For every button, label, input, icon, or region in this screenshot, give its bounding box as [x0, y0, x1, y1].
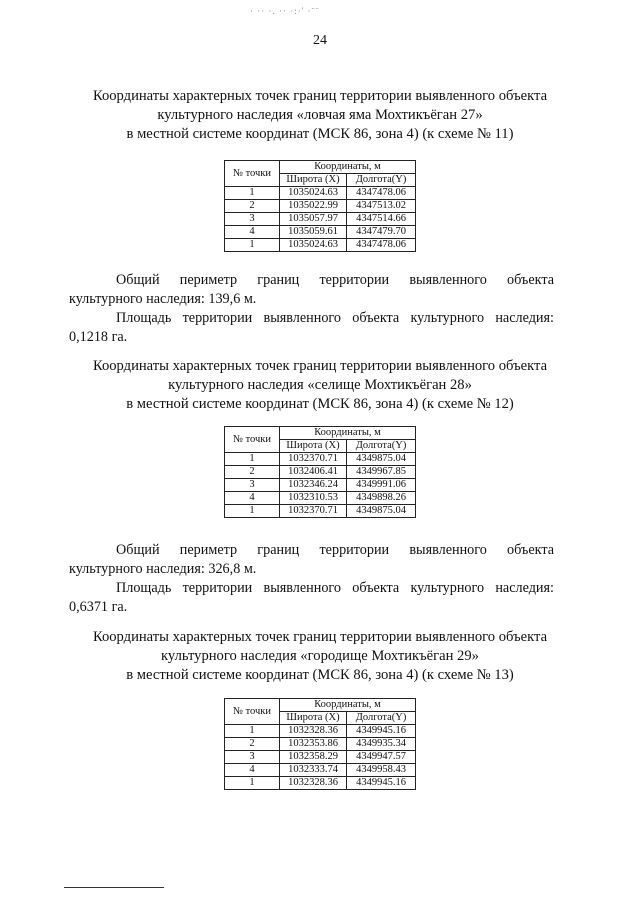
lon-cell: 4347478.06: [347, 239, 416, 252]
table-row: [225, 764, 416, 777]
point-cell: 2: [225, 738, 280, 751]
area-text: Площадь территории выявленного объекта культурного наследия:: [116, 310, 554, 326]
lon-cell: 4349967.85: [347, 466, 416, 479]
section-heading: [0, 357, 640, 414]
lat-cell: 1032370.71: [280, 453, 347, 466]
point-cell: 3: [225, 751, 280, 764]
heading-line: Координаты характерных точек границ территории выявленного объекта: [92, 629, 548, 645]
lat-cell: 1032358.29: [280, 751, 347, 764]
lon-cell: 4347514.66: [347, 213, 416, 226]
coords-table: [224, 426, 416, 518]
coords-table-2-wrap: [0, 426, 640, 518]
lat-cell: 1035022.99: [280, 200, 347, 213]
point-cell: 1: [225, 505, 280, 518]
table-row: [225, 725, 416, 738]
coords-table-1-wrap: [0, 160, 640, 252]
page-number: 24: [313, 33, 327, 48]
point-cell: 1: [225, 777, 280, 790]
lon-cell: 4349991.06: [347, 479, 416, 492]
point-cell: 3: [225, 213, 280, 226]
point-cell: 4: [225, 764, 280, 777]
lon-cell: 4349945.16: [347, 777, 416, 790]
col-point-header: № точки: [225, 427, 280, 453]
point-cell: 2: [225, 200, 280, 213]
section-3: [0, 628, 640, 685]
table-row: [225, 200, 416, 213]
point-cell: 3: [225, 479, 280, 492]
heading-line: в местной системе координат (МСК 86, зона 4) (к схеме № 11): [126, 126, 514, 142]
perimeter-text: Общий периметр границ территории выявленного объекта: [116, 272, 554, 288]
scan-artifact: · ·· ·. ·· ·:·' ·¨¨: [250, 6, 320, 16]
heading-line: Координаты характерных точек границ территории выявленного объекта: [92, 358, 548, 374]
lon-cell: 4347479.70: [347, 226, 416, 239]
lat-cell: 1032328.36: [280, 777, 347, 790]
col-coords-header: Координаты, м: [280, 699, 416, 712]
lat-cell: 1032406.41: [280, 466, 347, 479]
point-cell: 1: [225, 187, 280, 200]
heading-line: культурного наследия «ловчая яма Мохтикъёган 27»: [157, 107, 483, 123]
col-lat-header: Широта (X): [280, 712, 347, 725]
area-text: Площадь территории выявленного объекта культурного наследия:: [116, 580, 554, 596]
coords-table: [224, 698, 416, 790]
lon-cell: 4349935.34: [347, 738, 416, 751]
perimeter-text-end: культурного наследия: 326,8 м.: [69, 561, 257, 577]
col-lon-header: Долгота(Y): [347, 440, 416, 453]
lon-cell: 4349898.26: [347, 492, 416, 505]
coords-table-3-wrap: [0, 698, 640, 790]
table-row: [225, 466, 416, 479]
section-2: [0, 357, 640, 414]
lon-cell: 4349958.43: [347, 764, 416, 777]
section-heading: [0, 87, 640, 144]
lat-cell: 1032346.24: [280, 479, 347, 492]
lon-cell: 4349875.04: [347, 453, 416, 466]
coords-table: [224, 160, 416, 252]
lat-cell: 1032310.53: [280, 492, 347, 505]
table-row: [225, 777, 416, 790]
col-coords-header: Координаты, м: [280, 427, 416, 440]
lon-cell: 4347513.02: [347, 200, 416, 213]
section-heading: [0, 628, 640, 685]
area-text-end: 0,1218 га.: [69, 329, 128, 345]
lat-cell: 1032370.71: [280, 505, 347, 518]
col-point-header: № точки: [225, 161, 280, 187]
heading-line: Координаты характерных точек границ территории выявленного объекта: [92, 88, 548, 104]
table-row: [225, 187, 416, 200]
perimeter-text: Общий периметр границ территории выявленного объекта: [116, 542, 554, 558]
lon-cell: 4347478.06: [347, 187, 416, 200]
col-point-header: № точки: [225, 699, 280, 725]
heading-line: культурного наследия «городище Мохтикъёган 29»: [161, 648, 479, 664]
point-cell: 2: [225, 466, 280, 479]
heading-line: культурного наследия «селище Мохтикъёган 28»: [168, 377, 472, 393]
table-row: [225, 505, 416, 518]
col-coords-header: Координаты, м: [280, 161, 416, 174]
heading-line: в местной системе координат (МСК 86, зона 4) (к схеме № 13): [126, 667, 514, 683]
table-row: [225, 453, 416, 466]
table-row: [225, 213, 416, 226]
lat-cell: 1035059.61: [280, 226, 347, 239]
table-row: [225, 751, 416, 764]
lon-cell: 4349947.57: [347, 751, 416, 764]
col-lat-header: Широта (X): [280, 174, 347, 187]
perimeter-text-end: культурного наследия: 139,6 м.: [69, 291, 257, 307]
section-2-summary: [0, 541, 640, 617]
table-row: [225, 239, 416, 252]
point-cell: 1: [225, 453, 280, 466]
table-row: [225, 226, 416, 239]
point-cell: 4: [225, 226, 280, 239]
lon-cell: 4349875.04: [347, 505, 416, 518]
point-cell: 1: [225, 725, 280, 738]
lat-cell: 1035024.63: [280, 187, 347, 200]
table-row: [225, 492, 416, 505]
section-1-summary: [0, 271, 640, 347]
lat-cell: 1032328.36: [280, 725, 347, 738]
table-row: [225, 479, 416, 492]
lon-cell: 4349945.16: [347, 725, 416, 738]
lat-cell: 1032353.86: [280, 738, 347, 751]
lat-cell: 1035024.63: [280, 239, 347, 252]
point-cell: 1: [225, 239, 280, 252]
table-row: [225, 738, 416, 751]
footnote-divider: [64, 887, 164, 888]
area-text-end: 0,6371 га.: [69, 599, 128, 615]
heading-line: в местной системе координат (МСК 86, зона 4) (к схеме № 12): [126, 396, 514, 412]
col-lat-header: Широта (X): [280, 440, 347, 453]
col-lon-header: Долгота(Y): [347, 174, 416, 187]
lat-cell: 1035057.97: [280, 213, 347, 226]
lat-cell: 1032333.74: [280, 764, 347, 777]
col-lon-header: Долгота(Y): [347, 712, 416, 725]
point-cell: 4: [225, 492, 280, 505]
section-1: [0, 87, 640, 144]
